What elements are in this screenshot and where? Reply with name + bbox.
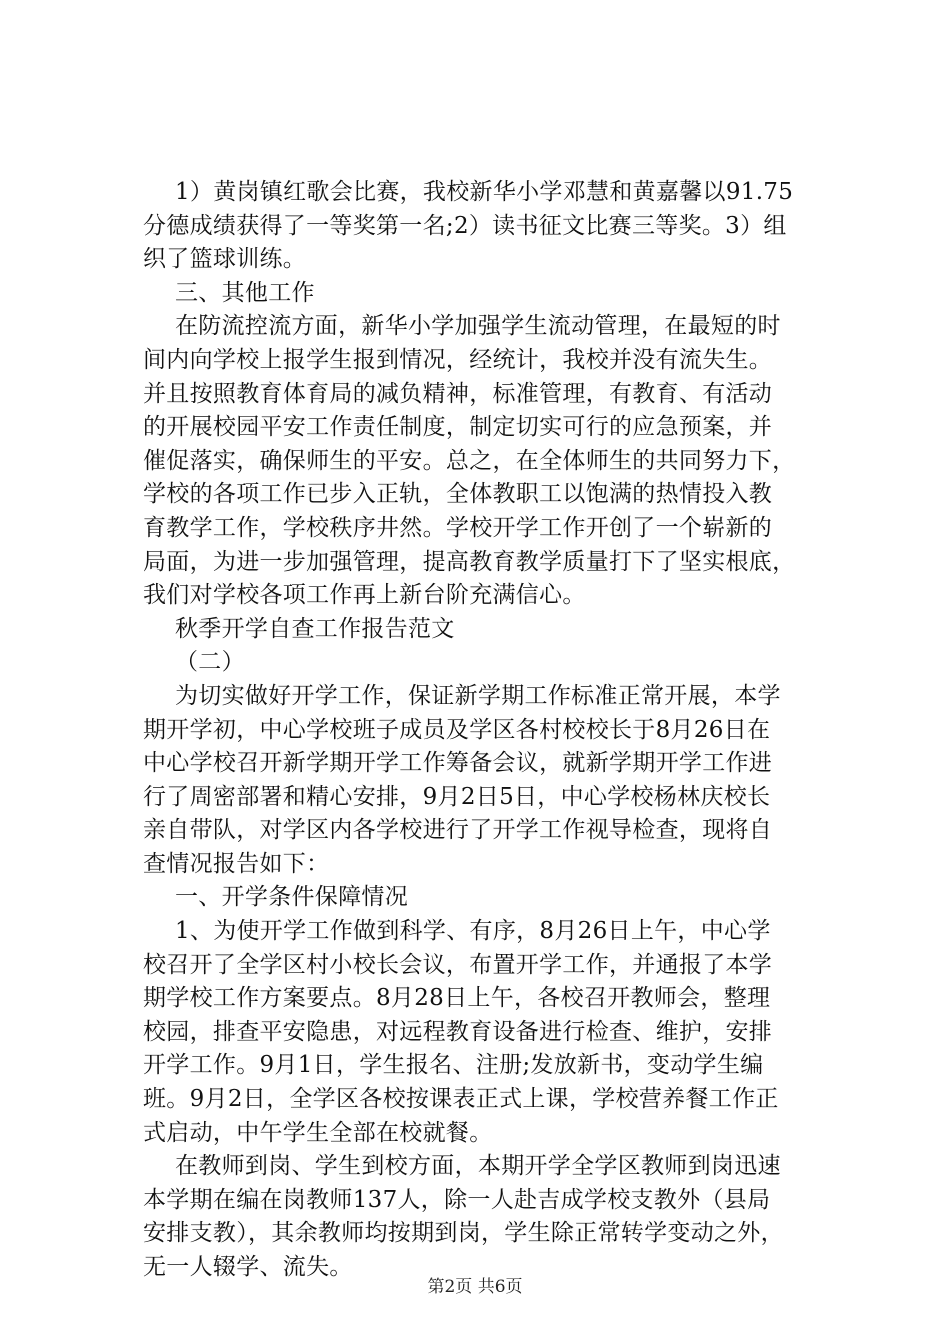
document-body bbox=[143, 176, 833, 1285]
text-line: 校园，排查平安隐患，对远程教育设备进行检查、维护，安排 bbox=[143, 1018, 773, 1045]
text-line: 1）黄岗镇红歌会比赛，我校新华小学邓慧和黄嘉馨以91.75 bbox=[175, 179, 794, 205]
text-line: 在教师到岗、学生到校方面，本期开学全学区教师到岗迅速 bbox=[175, 1153, 781, 1180]
text-line: 行了周密部署和精心安排，9月2日5日，中心学校杨林庆校长 bbox=[143, 783, 771, 810]
text-line: 开学工作。9月1日，学生报名、注册;发放新书，变动学生编 bbox=[143, 1052, 764, 1079]
text-line: 无一人辍学、流失。 bbox=[143, 1254, 353, 1280]
section-heading: 三、其他工作 bbox=[175, 279, 315, 306]
text-line: 安排支教），其余教师均按期到岗，学生除正常转学变动之外， bbox=[143, 1220, 784, 1247]
text-line: 为切实做好开学工作，保证新学期工作标准正常开展，本学 bbox=[175, 682, 781, 709]
text-line: 本学期在编在岗教师137人，除一人赴吉成学校支教外（县局 bbox=[143, 1186, 771, 1213]
text-line: 在防流控流方面，新华小学加强学生流动管理，在最短的时 bbox=[175, 313, 781, 340]
text-line: 的开展校园平安工作责任制度，制定切实可行的应急预案，并 bbox=[143, 414, 773, 441]
text-line: 育教学工作，学校秩序井然。学校开学工作开创了一个崭新的 bbox=[143, 514, 773, 541]
text-line: 并且按照教育体育局的减负精神，标准管理，有教育、有活动 bbox=[143, 380, 773, 407]
page-number-footer: 第2页 共6页 bbox=[427, 1277, 523, 1297]
text-line: 班。9月2日，全学区各校按课表正式上课，学校营养餐工作正 bbox=[143, 1086, 779, 1113]
text-line: 中心学校召开新学期开学工作筹备会议，就新学期开学工作进 bbox=[143, 750, 773, 777]
text-line: 1、为使开学工作做到科学、有序，8月26日上午，中心学 bbox=[175, 918, 771, 945]
text-line: 分德成绩获得了一等奖第一名;2）读书征文比赛三等奖。3）组 bbox=[143, 212, 787, 239]
text-line: 亲自带队，对学区内各学校进行了开学工作视导检查，现将自 bbox=[143, 817, 773, 844]
text-line: 期学校工作方案要点。8月28日上午，各校召开教师会，整理 bbox=[143, 985, 771, 1012]
text-line: 学校的各项工作已步入正轨，全体教职工以饱满的热情投入教 bbox=[143, 481, 773, 508]
text-line: 织了篮球训练。 bbox=[143, 246, 307, 273]
section-heading: 一、开学条件保障情况 bbox=[175, 884, 408, 911]
document-subtitle: （二） bbox=[175, 649, 245, 676]
text-line: 校召开了全学区村小校长会议，布置开学工作，并通报了本学 bbox=[143, 951, 773, 978]
text-line: 间内向学校上报学生报到情况，经统计，我校并没有流失生。 bbox=[143, 346, 773, 373]
text-line: 局面，为进一步加强管理，提高教育教学质量打下了坚实根底， bbox=[143, 548, 796, 575]
text-line: 我们对学校各项工作再上新台阶充满信心。 bbox=[143, 582, 586, 609]
text-line: 期开学初，中心学校班子成员及学区各村校校长于8月26日在 bbox=[143, 716, 771, 743]
text-line: 查情况报告如下： bbox=[143, 850, 330, 877]
text-line: 催促落实，确保师生的平安。总之，在全体师生的共同努力下， bbox=[143, 447, 796, 474]
document-title: 秋季开学自查工作报告范文 bbox=[175, 615, 455, 642]
text-line: 式启动，中午学生全部在校就餐。 bbox=[143, 1119, 493, 1146]
